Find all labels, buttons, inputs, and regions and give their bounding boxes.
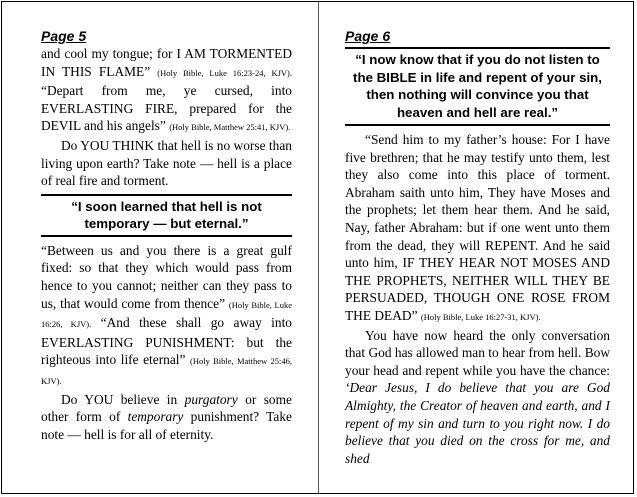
left-p1-text-1: and cool my tongue; for I AM TORMENTED IN THIS FLAME” <box>41 46 292 79</box>
left-p4-text-1: Do YOU believe in <box>61 391 185 407</box>
right-paragraph-2 <box>345 327 610 468</box>
right-page <box>345 28 610 467</box>
left-p4-text-2: or some other form of <box>41 391 292 425</box>
left-page <box>41 28 292 443</box>
left-paragraph-2: Do YOU THINK that hell is no worse than living upon earth? Take note — hell is a place of real fire and torment. <box>41 137 292 189</box>
left-p4-italic-1: purgatory <box>184 391 238 407</box>
left-p3-reference-1: (Holy Bible, Luke 16:26, KJV). <box>41 299 292 330</box>
right-p2-italic-1: ‘Dear Jesus, I do believe that you are God Almighty, the Creator of heaven and earth, and I repent of my sin and turn to you right now. I do believe that you died on the cross for me, and shed <box>345 380 610 466</box>
left-p1-reference-2: (Holy Bible, Matthew 25:41, KJV). <box>169 122 291 133</box>
left-p4-text-3: punishment? Take note — hell is for all of eternity. <box>41 409 292 442</box>
left-paragraph-1 <box>41 45 292 137</box>
left-callout: “I soon learned that hell is not temporary — but eternal.” <box>41 194 292 237</box>
left-p1-reference-1: (Holy Bible, Luke 16:23-24, KJV). <box>157 67 292 78</box>
right-paragraph-1 <box>345 131 610 327</box>
left-p3-text-2: “And these shall go away into EVERLASTING PUNISHMENT: but the righteous into life eternal” <box>41 315 293 368</box>
left-p1-text-2: “Depart from me, ye cursed, into EVERLASTING FIRE, prepared for the DEVIL and his angels” <box>41 83 292 134</box>
right-p1-text-1: “Send him to my father’s house: For I have five brethren; that he may testify unto them, lest they also come into this place of torment. Abraham saith unto him, They have Moses and the prophets; let them hear them. And he said, Nay, father Abraham: but if one went unto them from the dead, they will REPENT. And he said unto him, IF THEY HEAR NOT MOSES AND THE PROPHETS, NEITHER WILL THEY BE PERSUADED, THOUGH ONE ROSE FROM THE DEAD” <box>345 132 610 323</box>
left-p3-reference-2: (Holy Bible, Matthew 25:46, KJV). <box>41 356 292 386</box>
right-callout: “I now know that if you do not listen to the BIBLE in life and repent of your sin, then nothing will convince you that heaven and hell are real.” <box>345 47 610 126</box>
page-6-label: Page 6 <box>345 28 391 44</box>
left-p4-italic-2: temporary <box>127 409 184 425</box>
left-paragraph-3 <box>41 242 292 391</box>
right-p2-text-1: You have now heard the only conversation that God has allowed man to hear from hell. Bow your head and repent while you have the chance: <box>345 327 610 378</box>
page-divider <box>318 2 319 493</box>
right-p1-reference-1: (Holy Bible, Luke 16:27-31, KJV). <box>420 311 541 322</box>
left-p3-text-1: “Between us and you there is a great gulf fixed: so that they which would pass from hence to you cannot; neither can they pass to us, that would come from thence” <box>41 242 292 311</box>
left-paragraph-4 <box>41 391 292 444</box>
page-5-label: Page 5 <box>41 28 87 44</box>
